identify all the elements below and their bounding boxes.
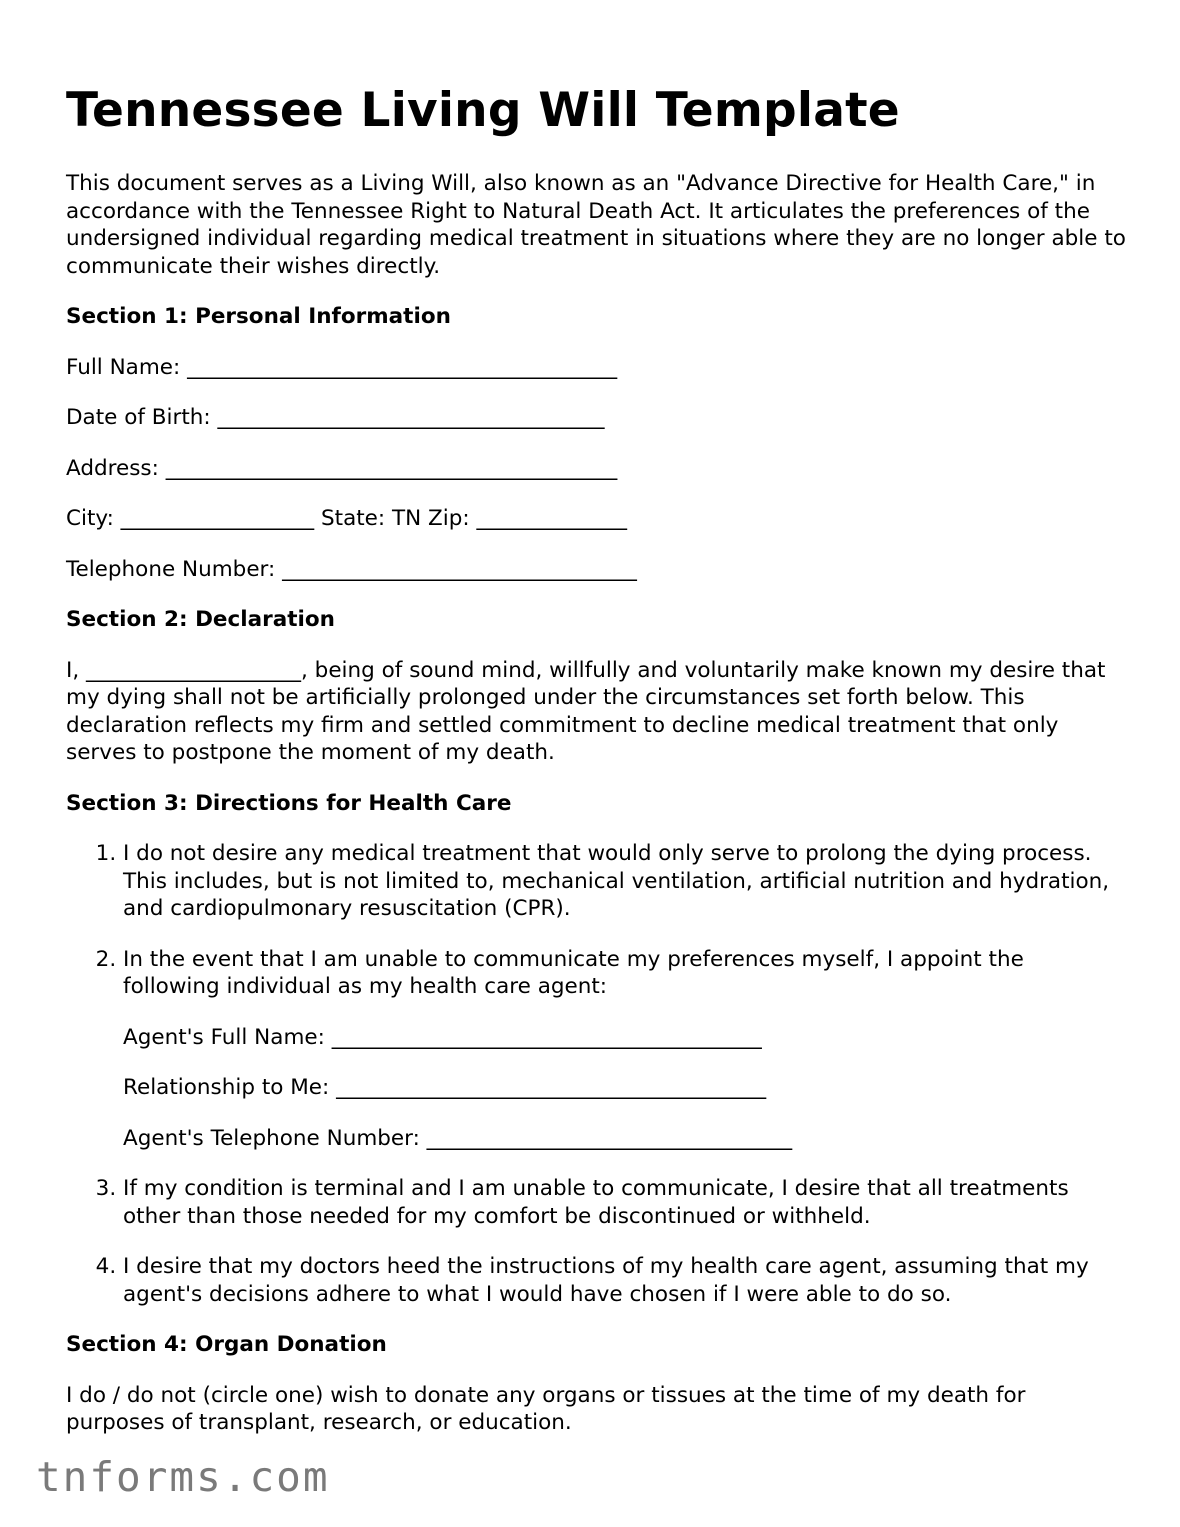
section-4-heading: Section 4: Organ Donation bbox=[66, 1332, 387, 1357]
city-state-zip-field: City: __________________ State: TN Zip: ______________ bbox=[66, 506, 627, 531]
directions-list bbox=[66, 840, 1126, 1308]
document-page bbox=[66, 82, 1126, 1460]
declaration-paragraph: I, ____________________, being of sound mind, willfully and voluntarily make known my desire that my dying shall not be artificially prolonged under the circumstances set forth below. This declaration reflects my firm and settled commitment to decline medical treatment that only serves to postpone the moment of my death. bbox=[66, 657, 1106, 765]
directions-item-4 bbox=[123, 1253, 1126, 1308]
date-of-birth-field: Date of Birth: ____________________________________ bbox=[66, 405, 605, 430]
address-field: Address: __________________________________________ bbox=[66, 455, 618, 481]
directions-item-2 bbox=[123, 946, 1126, 1153]
watermark-text: tnforms.com bbox=[36, 1453, 330, 1501]
directions-item-2-text: In the event that I am unable to communicate my preferences myself, I appoint the following individual as my health care agent: bbox=[123, 946, 1024, 999]
directions-item-3 bbox=[123, 1175, 1126, 1230]
agent-phone-field: Agent's Telephone Number: __________________________________ bbox=[123, 1125, 793, 1151]
directions-item-1-text: I do not desire any medical treatment that would only serve to prolong the dying process. This includes, but is not limited to, mechanical ventilation, artificial nutrition and hydration, and cardiopulmonary resuscitation (CPR). bbox=[123, 841, 1110, 921]
full-name-field: Full Name: ________________________________________ bbox=[66, 354, 618, 380]
section-1-heading: Section 1: Personal Information bbox=[66, 304, 451, 329]
telephone-field: Telephone Number: _________________________________ bbox=[66, 556, 637, 582]
directions-item-1 bbox=[123, 840, 1126, 923]
directions-item-3-text: If my condition is terminal and I am unable to communicate, I desire that all treatments other than those needed for my comfort be discontinued or withheld. bbox=[123, 1176, 1069, 1229]
organ-donation-paragraph: I do / do not (circle one) wish to donate any organs or tissues at the time of my death for purposes of transplant, research, or education. bbox=[66, 1382, 1026, 1435]
section-2-heading: Section 2: Declaration bbox=[66, 607, 335, 632]
directions-item-4-text: I desire that my doctors heed the instructions of my health care agent, assuming that my agent's decisions adhere to what I would have chosen if I were able to do so. bbox=[123, 1254, 1089, 1307]
intro-paragraph: This document serves as a Living Will, also known as an "Advance Directive for Health Care," in accordance with the Tennessee Right to Natural Death Act. It articulates the preferences of the undersigned individual regarding medical treatment in situations where they are no longer able to communicate their wishes directly. bbox=[66, 171, 1126, 279]
page-title: Tennessee Living Will Template bbox=[66, 83, 900, 138]
agent-relationship-field: Relationship to Me: ________________________________________ bbox=[123, 1075, 767, 1100]
agent-name-field: Agent's Full Name: ________________________________________ bbox=[123, 1024, 762, 1050]
section-3-heading: Section 3: Directions for Health Care bbox=[66, 790, 512, 816]
